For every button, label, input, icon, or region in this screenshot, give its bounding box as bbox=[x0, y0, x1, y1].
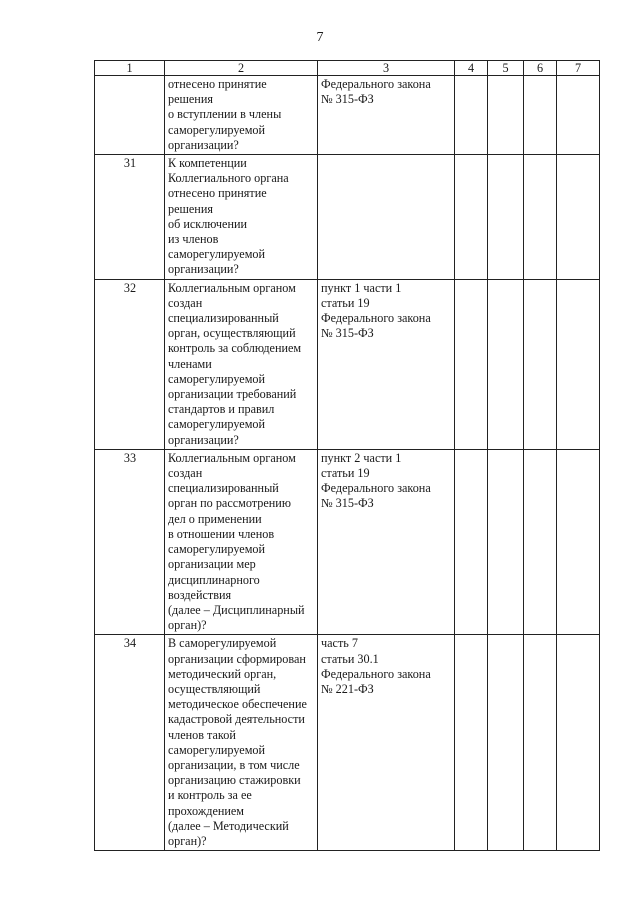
question-line: специализированный bbox=[168, 481, 279, 496]
answer-cell-5 bbox=[488, 76, 524, 155]
question-line: дел о применении bbox=[168, 511, 262, 526]
basis-line: пункт 1 части 1 bbox=[321, 280, 402, 295]
answer-cell-5 bbox=[488, 635, 524, 851]
question-line: К компетенции bbox=[168, 156, 247, 171]
row-number: 34 bbox=[95, 635, 165, 851]
basis-line: Федерального закона bbox=[321, 311, 431, 326]
question-cell bbox=[165, 279, 318, 449]
question-line: специализированный bbox=[168, 311, 279, 326]
question-line: методическое обеспечение bbox=[168, 697, 307, 712]
question-line: организации, в том числе bbox=[168, 757, 300, 772]
column-header: 7 bbox=[557, 61, 600, 76]
question-line: Коллегиальным органом bbox=[168, 450, 296, 465]
answer-cell-4 bbox=[455, 279, 488, 449]
question-line: организации? bbox=[168, 137, 239, 152]
question-line: Коллегиальным органом bbox=[168, 280, 296, 295]
question-line: осуществляющий bbox=[168, 681, 261, 696]
basis-line: № 221-ФЗ bbox=[321, 681, 374, 696]
question-line: кадастровой деятельности bbox=[168, 712, 305, 727]
question-line: решения bbox=[168, 92, 213, 107]
question-line: саморегулируемой bbox=[168, 417, 266, 432]
question-cell bbox=[165, 635, 318, 851]
legal-basis-cell bbox=[318, 449, 455, 634]
question-line: дисциплинарного bbox=[168, 572, 260, 587]
question-line: организации? bbox=[168, 432, 239, 447]
question-line: орган)? bbox=[168, 833, 207, 848]
question-line: из членов bbox=[168, 232, 219, 247]
row-number bbox=[95, 76, 165, 155]
answer-cell-7 bbox=[557, 449, 600, 634]
column-header: 1 bbox=[95, 61, 165, 76]
basis-line: № 315-ФЗ bbox=[321, 496, 374, 511]
answer-cell-4 bbox=[455, 76, 488, 155]
question-line: о вступлении в члены bbox=[168, 107, 282, 122]
question-line: членов такой bbox=[168, 727, 236, 742]
basis-line: пункт 2 части 1 bbox=[321, 450, 402, 465]
row-number: 32 bbox=[95, 279, 165, 449]
question-line: стандартов и правил bbox=[168, 402, 275, 417]
basis-line: Федерального закона bbox=[321, 77, 431, 91]
question-line: саморегулируемой bbox=[168, 247, 266, 262]
answer-cell-5 bbox=[488, 279, 524, 449]
question-line: отнесено принятие bbox=[168, 186, 267, 201]
question-line: контроль за соблюдением bbox=[168, 341, 302, 356]
table-row bbox=[95, 449, 600, 634]
question-cell bbox=[165, 449, 318, 634]
answer-cell-6 bbox=[524, 76, 557, 155]
answer-cell-6 bbox=[524, 449, 557, 634]
column-header: 4 bbox=[455, 61, 488, 76]
checklist-table bbox=[94, 60, 600, 851]
column-header: 5 bbox=[488, 61, 524, 76]
question-line: воздействия bbox=[168, 587, 232, 602]
basis-line: Федерального закона bbox=[321, 481, 431, 496]
table-row bbox=[95, 155, 600, 280]
question-line: решения bbox=[168, 201, 213, 216]
legal-basis-cell bbox=[318, 76, 455, 155]
legal-basis-cell bbox=[318, 155, 455, 280]
question-line: саморегулируемой bbox=[168, 742, 266, 757]
answer-cell-5 bbox=[488, 449, 524, 634]
column-header: 2 bbox=[165, 61, 318, 76]
row-number: 33 bbox=[95, 449, 165, 634]
basis-line: Федерального закона bbox=[321, 666, 431, 681]
question-line: саморегулируемой bbox=[168, 122, 266, 137]
question-line: организацию стажировки bbox=[168, 773, 301, 788]
question-line: В саморегулируемой bbox=[168, 636, 277, 651]
answer-cell-5 bbox=[488, 155, 524, 280]
question-line: орган)? bbox=[168, 618, 207, 633]
question-line: организации? bbox=[168, 262, 239, 277]
question-line: и контроль за ее bbox=[168, 788, 252, 803]
row-number: 31 bbox=[95, 155, 165, 280]
question-line: в отношении членов bbox=[168, 526, 275, 541]
answer-cell-7 bbox=[557, 155, 600, 280]
basis-line: № 315-ФЗ bbox=[321, 326, 374, 341]
basis-line: статьи 19 bbox=[321, 466, 370, 481]
question-line: орган, осуществляющий bbox=[168, 326, 296, 341]
answer-cell-4 bbox=[455, 155, 488, 280]
header-row bbox=[95, 61, 600, 76]
question-line: отнесено принятие bbox=[168, 77, 267, 91]
question-cell bbox=[165, 155, 318, 280]
question-line: создан bbox=[168, 295, 203, 310]
table-row bbox=[95, 76, 600, 155]
question-line: организации сформирован bbox=[168, 651, 306, 666]
question-line: орган по рассмотрению bbox=[168, 496, 291, 511]
legal-basis-cell bbox=[318, 279, 455, 449]
column-header: 6 bbox=[524, 61, 557, 76]
answer-cell-6 bbox=[524, 155, 557, 280]
answer-cell-6 bbox=[524, 635, 557, 851]
answer-cell-4 bbox=[455, 635, 488, 851]
legal-basis-cell bbox=[318, 635, 455, 851]
basis-line: часть 7 bbox=[321, 636, 358, 651]
answer-cell-7 bbox=[557, 635, 600, 851]
basis-line: статьи 19 bbox=[321, 295, 370, 310]
basis-line: статьи 30.1 bbox=[321, 651, 379, 666]
question-line: саморегулируемой bbox=[168, 371, 266, 386]
question-line: членами bbox=[168, 356, 212, 371]
answer-cell-7 bbox=[557, 279, 600, 449]
question-line: организации мер bbox=[168, 557, 256, 572]
question-line: прохождением bbox=[168, 803, 245, 818]
question-cell bbox=[165, 76, 318, 155]
table-row bbox=[95, 635, 600, 851]
answer-cell-4 bbox=[455, 449, 488, 634]
table-row bbox=[95, 279, 600, 449]
question-line: (далее – Методический bbox=[168, 818, 289, 833]
question-line: саморегулируемой bbox=[168, 542, 266, 557]
page-number: 7 bbox=[316, 30, 324, 45]
question-line: создан bbox=[168, 466, 203, 481]
question-line: об исключении bbox=[168, 216, 248, 231]
question-line: организации требований bbox=[168, 387, 297, 402]
column-header: 3 bbox=[318, 61, 455, 76]
answer-cell-7 bbox=[557, 76, 600, 155]
question-line: (далее – Дисциплинарный bbox=[168, 602, 305, 617]
answer-cell-6 bbox=[524, 279, 557, 449]
question-line: методический орган, bbox=[168, 666, 277, 681]
question-line: Коллегиального органа bbox=[168, 171, 289, 186]
basis-line: № 315-ФЗ bbox=[321, 92, 374, 107]
